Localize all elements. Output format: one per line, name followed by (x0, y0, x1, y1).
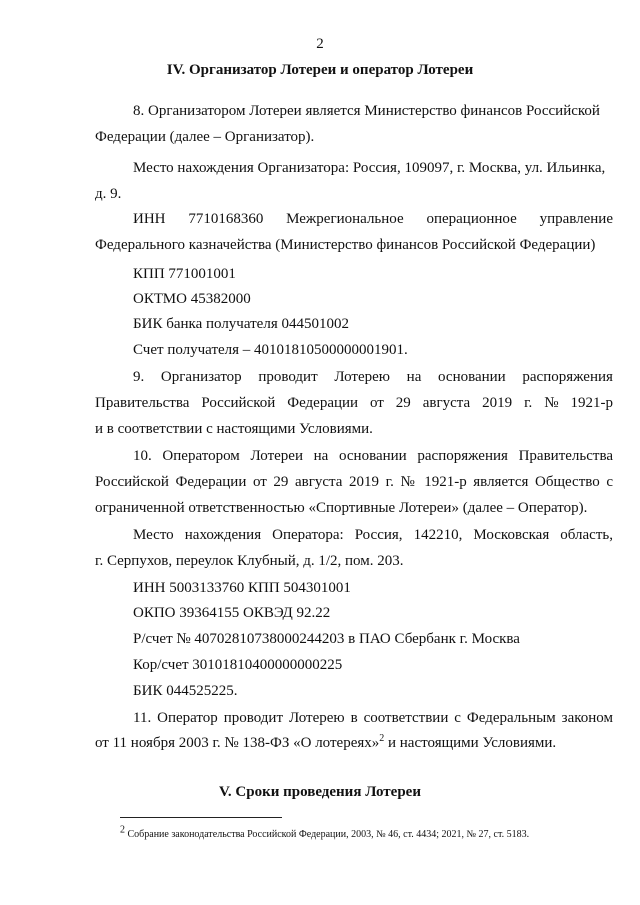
operator-location-line-1: Место нахождения Оператора: Россия, 142210, Московская область, (133, 527, 613, 543)
operator-settlement-account: Р/счет № 40702810738000244203 в ПАО Сбербанк г. Москва (133, 631, 520, 647)
organizer-location-line-2: д. 9. (95, 186, 122, 202)
paragraph-11-line-1: 11. Оператор проводит Лотерею в соответствии с Федеральным законом (133, 710, 613, 726)
footnote-reference: 2 (379, 733, 385, 744)
organizer-bik: БИК банка получателя 044501002 (133, 316, 349, 332)
paragraph-9-line-1: 9. Организатор проводит Лотерею на основании распоряжения (133, 369, 613, 385)
paragraph-10-line-1: 10. Оператором Лотереи на основании распоряжения Правительства (133, 448, 613, 464)
footnote-text: Собрание законодательства Российской Федерации, 2003, № 46, ст. 4434; 2021, № 27, ст. 5183. (125, 829, 530, 840)
page-number: 2 (316, 36, 324, 52)
footnote (120, 824, 530, 840)
footnote-divider (120, 817, 282, 818)
paragraph-11-line-2: от 11 ноября 2003 г. № 138-ФЗ «О лотереях»$^2$ и настоящими Условиями. (95, 733, 557, 751)
paragraph-9-line-3: и в соответствии с настоящими Условиями. (95, 421, 373, 437)
operator-inn-kpp: ИНН 5003133760 КПП 504301001 (133, 580, 351, 596)
operator-correspondent-account: Кор/счет 30101810400000000225 (133, 657, 343, 673)
organizer-account: Счет получателя – 40101810500000001901. (133, 342, 408, 358)
organizer-inn-line-1: ИНН 7710168360 Межрегиональное операционное управление (133, 211, 613, 227)
paragraph-10-line-3: ограниченной ответственностью «Спортивные Лотереи» (далее – Оператор). (95, 500, 588, 516)
paragraph-10-line-2: Российской Федерации от 29 августа 2019 г. № 1921-р является Общество с (95, 474, 613, 490)
operator-location-line-2: г. Серпухов, переулок Клубный, д. 1/2, пом. 203. (95, 553, 404, 569)
section-5-title: V. Сроки проведения Лотереи (219, 784, 421, 800)
paragraph-8-line-2: Федерации (далее – Организатор). (95, 129, 315, 145)
operator-okpo-okved: ОКПО 39364155 ОКВЭД 92.22 (133, 605, 331, 621)
paragraph-9-line-2: Правительства Российской Федерации от 29 августа 2019 г. № 1921-р (95, 395, 613, 411)
organizer-oktmo: ОКТМО 45382000 (133, 291, 251, 307)
footnote-mark: 2 (120, 824, 125, 836)
operator-bik: БИК 044525225. (133, 683, 238, 699)
paragraph-8-line-1: 8. Организатором Лотереи является Министерство финансов Российской (133, 103, 600, 119)
organizer-location-line-1: Место нахождения Организатора: Россия, 109097, г. Москва, ул. Ильинка, (133, 160, 606, 176)
organizer-inn-line-2: Федерального казначейства (Министерство финансов Российской Федерации) (95, 237, 596, 253)
organizer-kpp: КПП 771001001 (133, 266, 236, 282)
section-4-title: IV. Организатор Лотереи и оператор Лотереи (166, 62, 474, 78)
